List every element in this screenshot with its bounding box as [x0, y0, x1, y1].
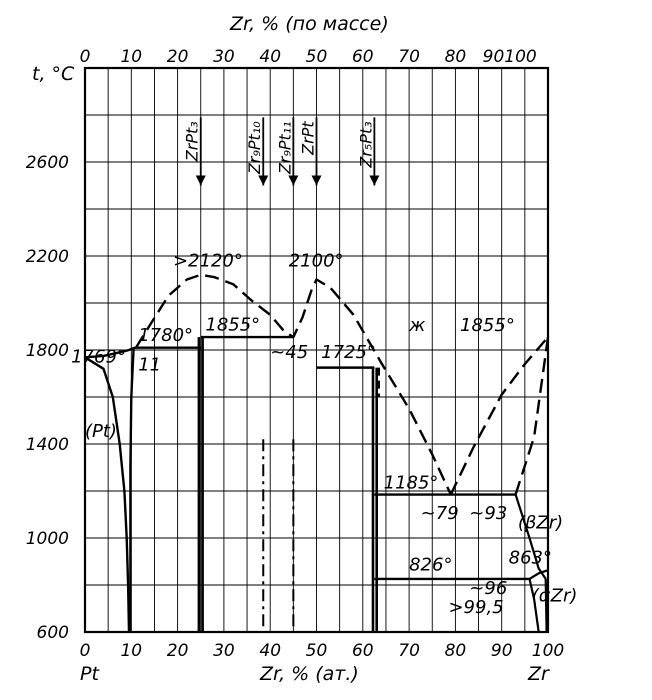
annotation-label: ~93 — [469, 503, 508, 525]
x2-tick-label: 50 — [305, 47, 328, 67]
x-axis-label: Zr, % (ат.) — [260, 663, 359, 685]
x2-axis-label: Zr, % (по массе) — [230, 13, 389, 35]
y-tick-label: 600 — [36, 623, 69, 643]
x2-tick-label: 10 — [120, 47, 143, 67]
x-tick-label: 70 — [398, 641, 420, 661]
annotation-label: 11 — [138, 354, 162, 376]
x-tick-label: 20 — [166, 641, 189, 661]
compound-label: ZrPt — [298, 121, 318, 155]
compound-label: Zr₉Pt₁₁ — [275, 121, 295, 175]
x2-tick-label: 90100 — [482, 47, 537, 67]
compound-arrow-head — [258, 176, 268, 186]
x2-tick-label: 30 — [213, 47, 235, 67]
y-tick-label: 1000 — [25, 529, 69, 549]
annotation-label: 863° — [508, 547, 553, 569]
x-tick-label: 80 — [444, 641, 467, 661]
x2-tick-label: 60 — [351, 47, 374, 67]
annotation-label: 1780° — [138, 325, 194, 347]
y-tick-label: 2600 — [25, 153, 69, 173]
annotation-label: 1855° — [460, 315, 515, 337]
x2-tick-label: 20 — [166, 47, 189, 67]
x2-tick-label: 40 — [259, 47, 282, 67]
annotation-label: 826° — [409, 554, 453, 576]
x-tick-label: 100 — [531, 641, 565, 661]
end-label-right: Zr — [528, 663, 549, 685]
annotation-label: ~45 — [270, 342, 309, 364]
annotation-label: ~96 — [469, 577, 508, 599]
annotation-label: (βZr) — [517, 512, 564, 534]
annotation-label: (αZr) — [531, 585, 578, 607]
phase-boundary — [516, 337, 548, 494]
annotation-label: 1855° — [205, 314, 261, 336]
x-tick-label: 90 — [490, 641, 513, 661]
x-tick-label: 30 — [213, 641, 235, 661]
annotation-label: (Pt) — [85, 420, 117, 442]
annotation-label: ж — [409, 315, 426, 337]
annotation-label: >2120° — [172, 250, 243, 272]
x2-tick-label: 0 — [79, 47, 91, 67]
x-tick-label: 40 — [259, 641, 282, 661]
x-tick-label: 60 — [351, 641, 374, 661]
compound-arrow-head — [288, 176, 298, 186]
x-tick-label: 10 — [120, 641, 143, 661]
x2-tick-label: 70 — [398, 47, 420, 67]
annotation-label: 1725° — [321, 342, 376, 364]
annotation-label: 1769° — [71, 346, 126, 368]
x-tick-label: 0 — [79, 641, 91, 661]
phase-boundary — [85, 357, 129, 632]
compound-label: Zr₉Pt₁₀ — [245, 121, 265, 175]
compound-arrow-head — [196, 176, 206, 186]
compound-arrow-head — [312, 176, 322, 186]
x-tick-label: 50 — [305, 641, 328, 661]
compound-label: Zr₅Pt₃ — [356, 121, 376, 168]
y-tick-label: 2200 — [25, 247, 69, 267]
y-tick-label: 1800 — [25, 341, 69, 361]
y-axis-label: t, °C — [32, 63, 75, 85]
annotation-label: ~79 — [420, 503, 459, 525]
compound-label: ZrPt₃ — [182, 121, 202, 162]
phase-boundary — [451, 337, 548, 494]
annotation-label: 1185° — [383, 472, 439, 494]
y-tick-label: 1400 — [25, 435, 69, 455]
phase-boundary — [130, 348, 133, 632]
compound-arrow-head — [369, 176, 379, 186]
end-label-left: Pt — [80, 663, 99, 685]
annotation-label: >99,5 — [448, 597, 504, 619]
annotation-label: 2100° — [288, 250, 344, 272]
compound-markers — [183, 117, 380, 185]
x2-tick-label: 80 — [444, 47, 467, 67]
